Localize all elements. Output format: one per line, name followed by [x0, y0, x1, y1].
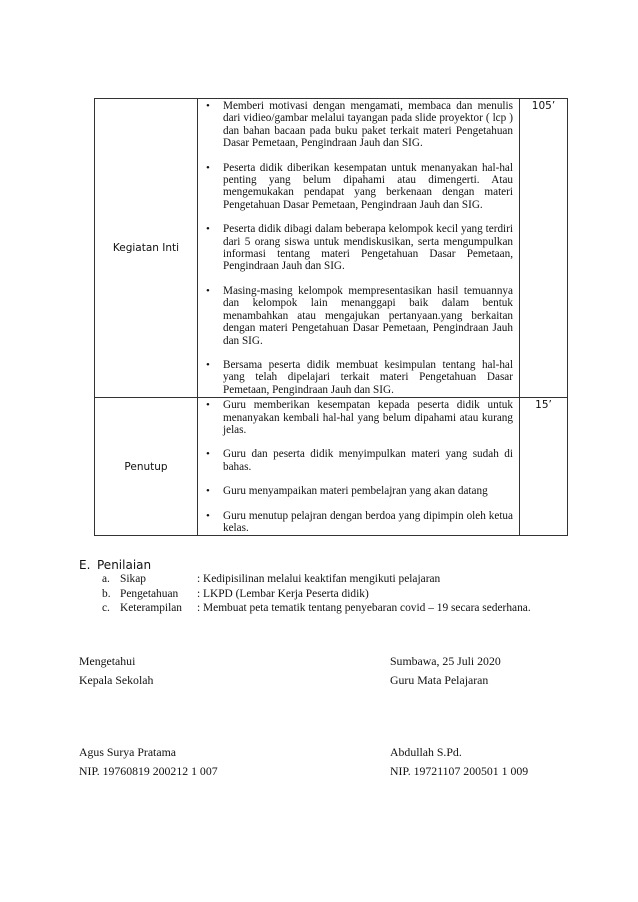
assessment-item: a. Sikap : Kedipisilinan melalui keaktifan mengikuti pelajaran [102, 573, 441, 585]
phase-cell-closing [95, 398, 198, 536]
assessment-value: : Membuat peta tematik tentang penyebaran covid – 19 secara sederhana. [197, 602, 531, 614]
activity-list-closing [198, 398, 519, 534]
teacher-title: Guru Mata Pelajaran [390, 673, 489, 687]
bullet-icon: • [206, 161, 210, 174]
assessment-value: : Kedipisilinan melalui keaktifan mengikuti pelajaran [197, 573, 441, 585]
acknowledge-label: Mengetahui [79, 654, 136, 668]
assessment-item: b. Pengetahuan : LKPD (Lembar Kerja Peserta didik) [102, 587, 369, 600]
activity-list-core [198, 99, 519, 396]
table-row-closing [95, 398, 568, 536]
teacher-name: Abdullah S.Pd. [390, 745, 462, 759]
phase-label: Penutup [124, 460, 168, 473]
list-item: • Bersama peserta didik membuat kesimpulan tentang hal-hal yang telah dipelajari terkait materi Pengetahuan Dasar Pemetaan, Pengindraan Jauh dan SIG. [206, 358, 513, 396]
phase-cell-core [95, 99, 198, 398]
signature-right-header [390, 652, 501, 690]
lesson-activities-table [94, 98, 568, 536]
bullet-icon: • [206, 399, 210, 412]
assessment-value: : LKPD (Lembar Kerja Peserta didik) [197, 587, 369, 600]
bullet-icon: • [206, 485, 210, 498]
signature-left-header [79, 652, 153, 690]
signature-left-footer [79, 743, 218, 781]
principal-nip: NIP. 19760819 200212 1 007 [79, 764, 218, 778]
time-cell-core [520, 99, 568, 398]
bullet-icon: • [206, 223, 210, 236]
principal-name: Agus Surya Pratama [79, 745, 176, 759]
activities-cell-core [198, 99, 520, 398]
duration-label: 15’ [535, 399, 552, 412]
phase-label: Kegiatan Inti [112, 242, 180, 255]
activities-cell-closing [198, 398, 520, 536]
bullet-icon: • [206, 448, 210, 461]
time-cell-closing [520, 398, 568, 536]
list-item: • Masing-masing kelompok mempresentasikan hasil temuannya dan kelompok lain menanggapi baik dalam bentuk menambahkan atau mengajukan pertanyaan.yang berkaitan dengan materi Pengetahuan Dasar Pemetaan, Pengindraan Jauh dan SIG. [206, 284, 513, 347]
section-title: Penilaian [97, 558, 152, 572]
bullet-icon: • [206, 284, 210, 297]
list-item: • Guru menutup pelajran dengan berdoa yang dipimpin oleh ketua kelas. [206, 509, 513, 534]
assessment-label: Keterampilan [120, 602, 182, 614]
bullet-icon: • [206, 358, 210, 371]
signature-right-footer [390, 743, 528, 781]
principal-title: Kepala Sekolah [79, 673, 154, 687]
assessment-label: Sikap [120, 573, 146, 585]
bullet-icon: • [206, 100, 210, 112]
list-item: • Guru dan peserta didik menyimpulkan materi yang sudah di bahas. [206, 448, 513, 473]
place-date: Sumbawa, 25 Juli 2020 [390, 654, 501, 668]
list-item: • Memberi motivasi dengan mengamati, membaca dan menulis dari vidieo/gambar melalui tayangan pada slide proyektor ( lcp ) dan bahan bacaan pada buku paket terkait materi Pengetahuan Dasar Pemetaan, Pengindraan Jauh dan SIG. [206, 100, 513, 150]
assessment-list [102, 572, 531, 616]
duration-label: 105’ [531, 100, 556, 112]
list-item: • Peserta didik diberikan kesempatan untuk menanyakan hal-hal penting yang belum dipahami atau dimengerti. Atau mengemukakan pendapat yang berkenaan dengan materi Pengetahuan Dasar Pemetaan, Pengindraan Jauh dan SIG. [206, 161, 513, 211]
section-heading-assessment [79, 558, 151, 572]
assessment-label: Pengetahuan [120, 587, 179, 600]
list-item: • Guru menyampaikan materi pembelajran yang akan datang [206, 485, 488, 498]
list-item: • Peserta didik dibagi dalam beberapa kelompok kecil yang terdiri dari 5 orang siswa untuk mendiskusikan, serta mengumpulkan informasi tentang materi Pengetahuan Dasar Pemetaan, Pengindraan Jauh dan SIG. [206, 223, 513, 273]
list-item: • Guru memberikan kesempatan kepada peserta didik untuk menanyakan kembali hal-hal yang belum dipahami atau kurang jelas. [206, 399, 513, 436]
teacher-nip: NIP. 19721107 200501 1 009 [390, 764, 529, 778]
section-letter: E. [79, 558, 91, 572]
table-row-core [95, 99, 568, 398]
assessment-item: c. Keterampilan : Membuat peta tematik tentang penyebaran covid – 19 secara sederhana. [102, 602, 531, 614]
bullet-icon: • [206, 509, 210, 522]
